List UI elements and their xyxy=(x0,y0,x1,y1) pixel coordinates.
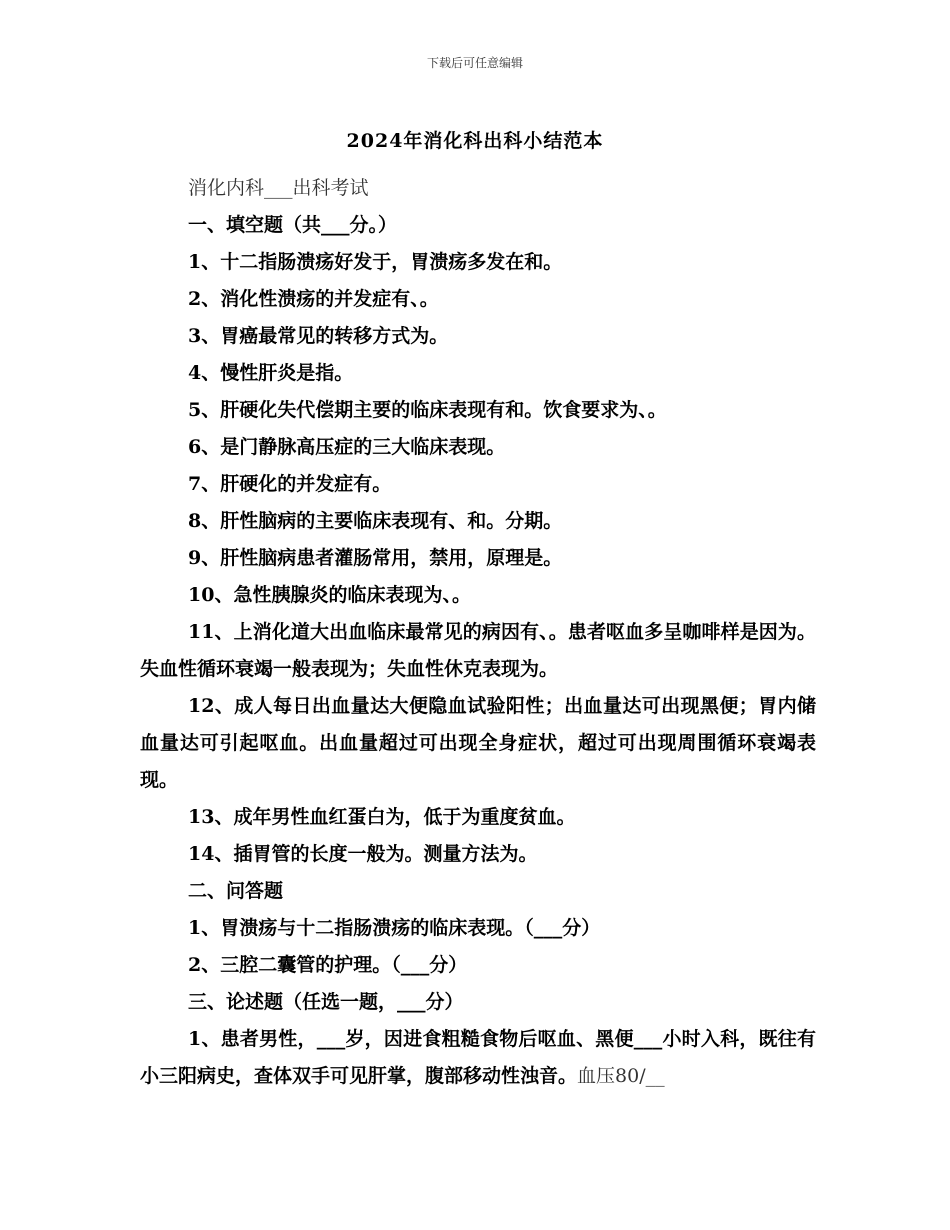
question-line: 7、肝硬化的并发症有。 xyxy=(188,473,392,495)
document-body xyxy=(140,170,816,1095)
question-line: 9、肝性脑病患者灌肠常用，禁用，原理是。 xyxy=(188,547,563,569)
section-heading: 三、论述题（任选一题，___分） xyxy=(188,991,464,1013)
question-line: 1、十二指肠溃疡好发于，胃溃疡多发在和。 xyxy=(188,251,563,273)
blood-pressure-text: 血压80/__ xyxy=(577,1065,665,1087)
case-question-text: 1、患者男性，___岁，因进食粗糙食物后呕血、黑便___小时入科，既往有小三阳病史，查体双手可见肝掌，腹部移动性浊音。 xyxy=(140,1028,816,1087)
question-line: 3、胃癌最常见的转移方式为。 xyxy=(188,325,449,347)
document-title: 2024年消化科出科小结范本 xyxy=(346,130,604,152)
question-line: 4、慢性肝炎是指。 xyxy=(188,362,354,384)
question-line: 10、急性胰腺炎的临床表现为、。 xyxy=(188,584,471,606)
question-line: 12、成人每日出血量达大便隐血试验阳性；出血量达可出现黑便；胃内储血量达可引起呕血。出血量超过可出现全身症状，超过可出现周围循环衰竭表现。 xyxy=(140,695,816,791)
question-line: 11、上消化道大出血临床最常见的病因有、。患者呕血多呈咖啡样是因为。失血性循环衰竭一般表现为；失血性休克表现为。 xyxy=(140,621,816,680)
page-header: 下载后可任意编辑 xyxy=(426,56,523,70)
question-line: 13、成年男性血红蛋白为，低于为重度贫血。 xyxy=(188,806,576,828)
question-line: 14、插胃管的长度一般为。测量方法为。 xyxy=(188,843,538,865)
question-line: 5、肝硬化失代偿期主要的临床表现有和。饮食要求为、。 xyxy=(188,399,667,421)
question-line: 6、是门静脉高压症的三大临床表现。 xyxy=(188,436,506,458)
question-line: 2、消化性溃疡的并发症有、。 xyxy=(188,288,439,310)
section-heading: 二、问答题 xyxy=(188,880,284,902)
section-heading: 一、填空题（共___分。） xyxy=(188,214,398,236)
exam-subtitle: 消化内科___出科考试 xyxy=(188,177,369,199)
question-line: 2、三腔二囊管的护理。（___分） xyxy=(188,954,468,976)
question-line: 1、胃溃疡与十二指肠溃疡的临床表现。（___分） xyxy=(188,917,601,939)
question-line: 8、肝性脑病的主要临床表现有、和。分期。 xyxy=(188,510,563,532)
case-question xyxy=(140,1021,816,1095)
